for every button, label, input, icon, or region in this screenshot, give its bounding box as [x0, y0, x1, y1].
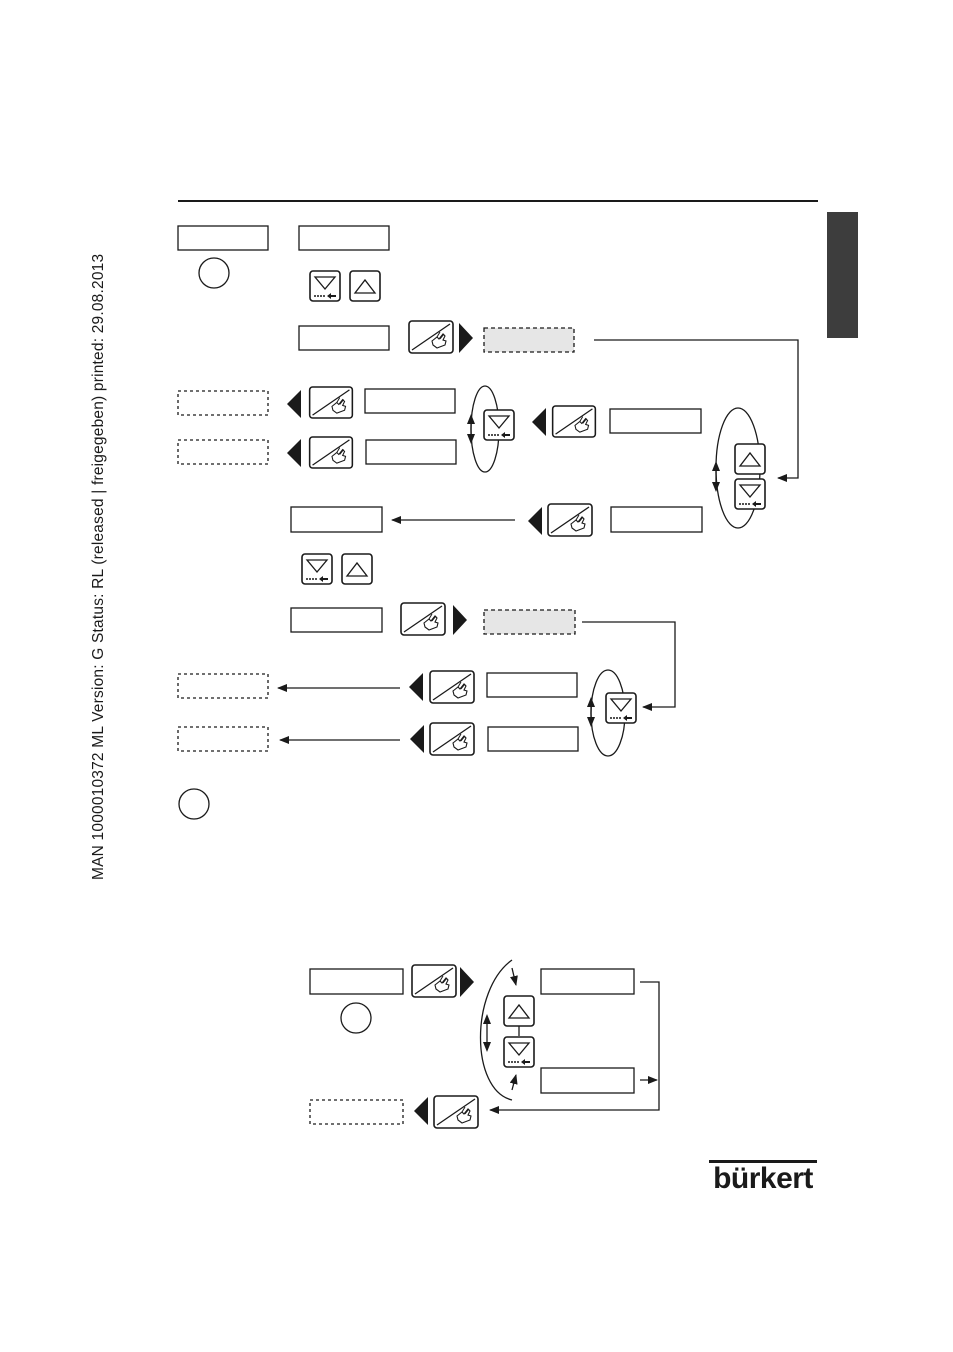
display-box [291, 507, 382, 532]
arrow-up-icon [342, 554, 372, 584]
arrow-down-icon [484, 410, 514, 440]
circle-marker-icon [341, 1003, 371, 1033]
brand-logo [708, 1160, 818, 1195]
display-box [178, 226, 268, 250]
display-box-highlighted [484, 610, 575, 634]
display-box-dashed [178, 727, 268, 751]
display-box-highlighted [484, 328, 574, 352]
arrow-down-icon [606, 693, 636, 723]
arrow-up-icon [350, 271, 380, 301]
arrow-down-icon [310, 271, 340, 301]
arrow-down-icon [735, 479, 765, 509]
hand-press-icon [553, 406, 596, 437]
display-box-dashed [178, 440, 268, 464]
arrow-down-icon [504, 1037, 534, 1067]
display-box [365, 389, 455, 413]
hand-press-icon [430, 671, 474, 703]
document-meta-text: MAN 1000010372 ML Version: G Status: RL (released | freigegeben) printed: 29.08.2013 [90, 253, 107, 880]
hand-press-icon [310, 437, 353, 468]
display-box-dashed [310, 1100, 403, 1124]
display-box [541, 969, 634, 994]
display-box [299, 326, 389, 350]
display-box [488, 727, 578, 751]
hand-press-icon [548, 504, 592, 536]
circle-marker-icon [199, 258, 229, 288]
arrow-up-icon [735, 444, 765, 474]
hand-press-icon [409, 321, 453, 353]
display-box [299, 226, 389, 250]
hand-press-icon [434, 1096, 478, 1128]
connector-line [512, 968, 516, 985]
display-box [366, 440, 456, 464]
hand-press-icon [401, 603, 445, 635]
logo-text: bürkert [713, 1162, 813, 1195]
hand-press-icon [430, 723, 474, 755]
display-box [291, 608, 382, 632]
arrow-down-icon [302, 554, 332, 584]
display-box [610, 409, 701, 433]
display-box [611, 507, 702, 532]
arrow-up-icon [504, 996, 534, 1026]
display-box [310, 969, 403, 994]
display-box [487, 673, 577, 697]
hand-press-icon [310, 387, 353, 418]
circle-marker-icon [179, 789, 209, 819]
display-box [541, 1068, 634, 1093]
display-box-dashed [178, 391, 268, 415]
connector-line [512, 1075, 516, 1090]
cycle-loop [481, 960, 513, 1100]
display-box-dashed [178, 674, 268, 698]
hand-press-icon [412, 965, 456, 997]
